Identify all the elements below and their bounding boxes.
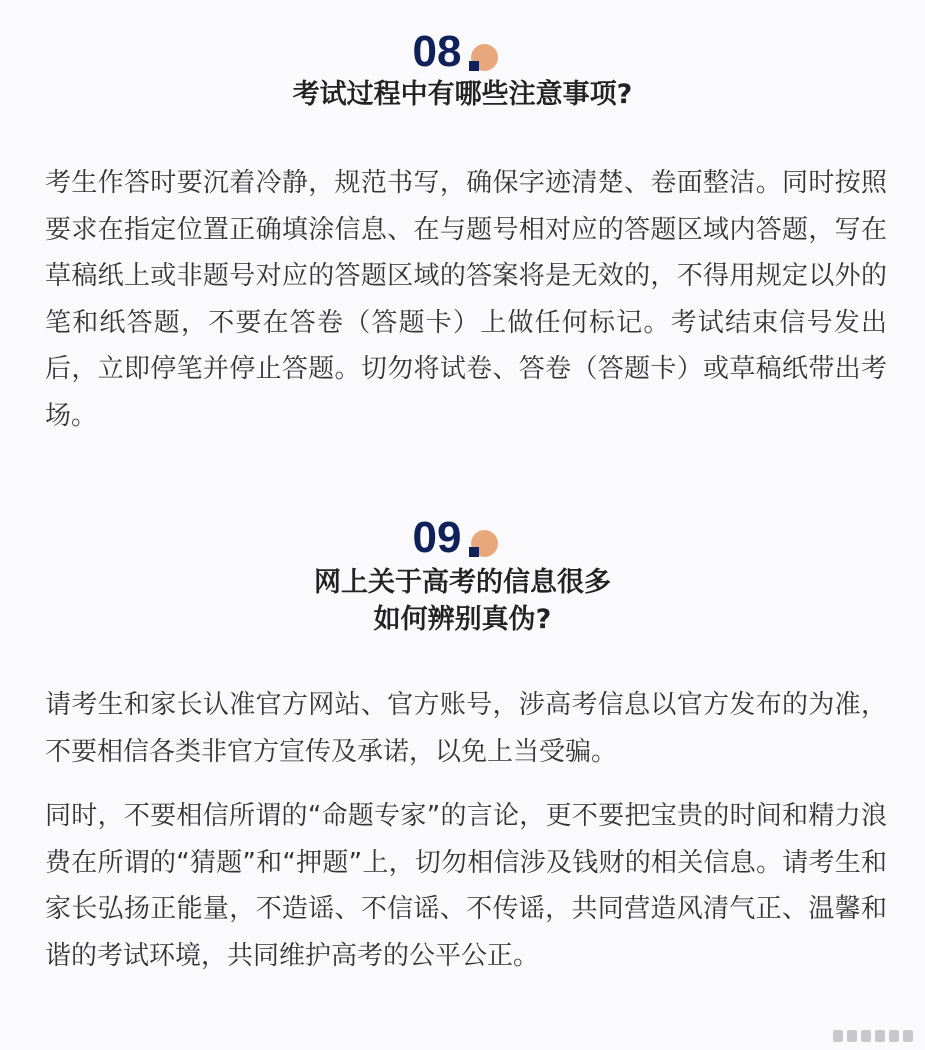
accent-square-icon xyxy=(469,61,479,71)
section-number-badge xyxy=(413,28,513,78)
heading-line: 考试过程中有哪些注意事项? xyxy=(292,79,633,110)
section-paragraph: 请考生和家长认准官方网站、官方账号，涉高考信息以官方发布的为准，不要相信各类非官方宣传及承诺，以免上当受骗。 xyxy=(45,690,887,767)
section-number: 09 xyxy=(412,513,462,562)
section-paragraph: 同时，不要相信所谓的“命题专家”的言论，更不要把宝贵的时间和精力浪费在所谓的“猜题”和“押题”上，切勿相信涉及钱财的相关信息。请考生和家长弘扬正能量，不造谣、不信谣、不传谣，共同营造风清气正、温馨和谐的考试环境，共同维护高考的公平公正。 xyxy=(45,801,887,971)
section-heading xyxy=(0,564,925,638)
section-number-badge xyxy=(413,514,513,564)
watermark-icon xyxy=(833,1030,913,1042)
accent-square-icon xyxy=(469,547,479,557)
section-paragraph: 考生作答时要沉着冷静，规范书写，确保字迹清楚、卷面整洁。同时按照要求在指定位置正确填涂信息、在与题号相对应的答题区域内答题，写在草稿纸上或非题号对应的答题区域的答案将是无效的，不得用规定以外的笔和纸答题，不要在答卷（答题卡）上做任何标记。考试结束信号发出后，立即停笔并停止答题。切勿将试卷、答卷（答题卡）或草稿纸带出考场。 xyxy=(45,168,887,431)
section-heading xyxy=(0,76,925,113)
heading-line: 如何辨别真伪? xyxy=(373,604,552,635)
section-08 xyxy=(0,28,925,439)
section-number: 08 xyxy=(412,27,462,76)
section-09 xyxy=(0,514,925,979)
heading-line: 网上关于高考的信息很多 xyxy=(314,567,611,598)
